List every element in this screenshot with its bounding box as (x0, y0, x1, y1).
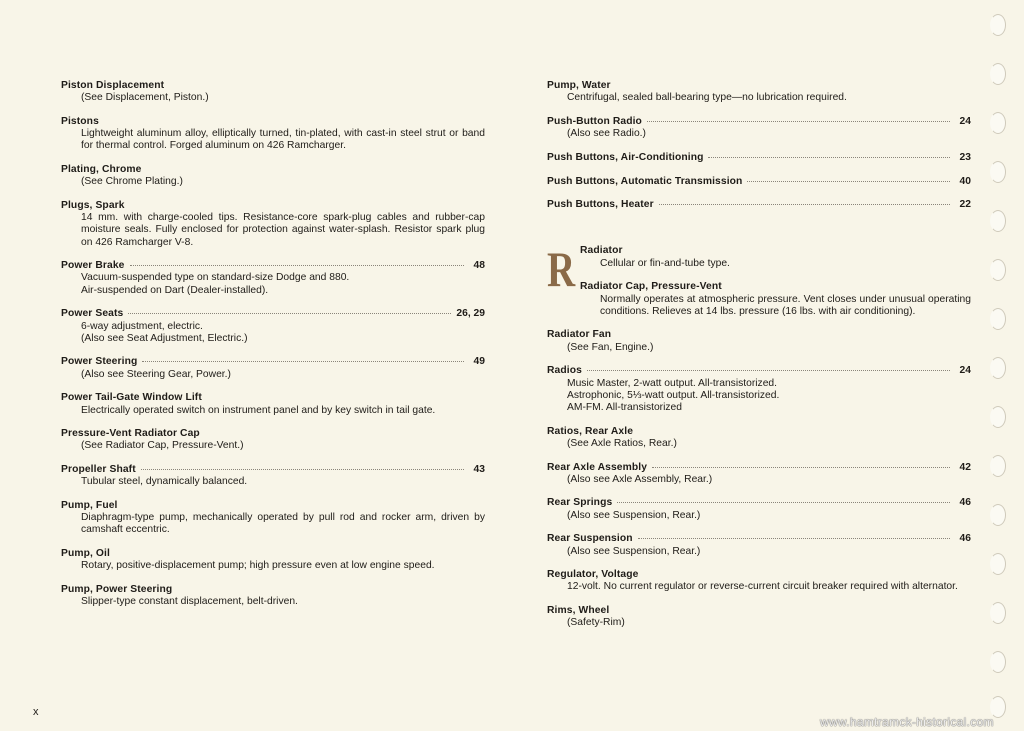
index-entry-heading (547, 176, 971, 188)
index-description (547, 474, 971, 486)
dot-leader (638, 538, 950, 539)
binder-hole (990, 504, 1006, 526)
index-entry-heading (547, 497, 971, 509)
index-entry-heading (61, 500, 485, 512)
index-page-ref: 46 (959, 497, 971, 509)
description-line: Centrifugal, sealed ball-bearing type—no lubrication required. (567, 92, 847, 104)
description-line: 6-way adjustment, electric. (81, 320, 203, 332)
index-term: Push-Button Radio (547, 115, 642, 127)
description-line: Lightweight aluminum alloy, elliptically turned, tin-plated, with cast-in steel strut or band for thermal control. Forged aluminum on 426 Ramcharger. (81, 128, 485, 152)
index-term: Power Seats (61, 308, 124, 320)
index-term: Power Steering (61, 356, 138, 368)
index-column-right (547, 80, 971, 641)
binder-hole (990, 161, 1006, 183)
index-entry-heading (61, 164, 485, 176)
dot-leader (647, 121, 950, 122)
description-line: (See Fan, Engine.) (567, 341, 654, 353)
index-entry-heading (580, 245, 971, 257)
section-r-header (547, 241, 971, 329)
index-entry (61, 200, 485, 249)
index-term: Pump, Water (547, 80, 611, 91)
description-line: (Also see Steering Gear, Power.) (81, 368, 231, 380)
index-description (61, 212, 485, 249)
index-entry-heading (580, 281, 971, 293)
index-page-ref: 40 (959, 175, 971, 187)
index-description (547, 617, 971, 629)
index-entry (61, 116, 485, 153)
index-description (547, 92, 971, 104)
description-line: Slipper-type constant displacement, belt-driven. (81, 596, 298, 608)
description-line: Air-suspended on Dart (Dealer-installed). (81, 284, 269, 296)
index-term: Pump, Power Steering (61, 584, 173, 596)
description-line: Cellular or fin-and-tube type. (600, 257, 730, 269)
index-description (547, 128, 971, 140)
index-description (61, 176, 485, 188)
dot-leader (708, 157, 950, 158)
dot-leader (747, 181, 950, 182)
index-description (547, 342, 971, 354)
section-r-lead-entries (580, 245, 971, 329)
index-entry (61, 308, 485, 345)
description-line: Normally operates at atmospheric pressure. Vent closes under unusual operating conditions. Relieves at 14 lbs. pressure (16 lbs. with air conditioning). (600, 293, 971, 317)
binder-hole (990, 357, 1006, 379)
binder-hole (990, 602, 1006, 624)
index-entry (547, 152, 971, 164)
index-term: Rear Suspension (547, 533, 633, 545)
description-line: Electrically operated switch on instrument panel and by key switch in tail gate. (81, 404, 436, 416)
binder-hole (990, 210, 1006, 232)
index-page-ref: 49 (473, 356, 485, 368)
index-page-ref: 24 (959, 365, 971, 377)
index-term: Pressure-Vent Radiator Cap (61, 428, 200, 440)
index-entry-heading (547, 533, 971, 545)
binder-hole (990, 455, 1006, 477)
index-term: Piston Displacement (61, 80, 165, 91)
index-entry-heading (61, 356, 485, 368)
index-description (61, 596, 485, 608)
index-term: Power Brake (61, 260, 125, 272)
description-line: (Also see Axle Assembly, Rear.) (567, 473, 713, 485)
index-description (547, 438, 971, 450)
index-entry (580, 281, 971, 318)
index-entry (547, 426, 971, 450)
index-description (61, 272, 485, 296)
description-line: Rotary, positive-displacement pump; high pressure even at low engine speed. (81, 560, 435, 572)
index-entry-heading (61, 464, 485, 476)
index-page-ref: 42 (959, 461, 971, 473)
index-description (61, 321, 485, 345)
section-initial-letter: R (547, 241, 576, 298)
description-line: (See Displacement, Piston.) (81, 92, 209, 104)
index-description (61, 476, 485, 488)
binder-hole (990, 259, 1006, 281)
watermark-text: www.hamtramck-historical.com (820, 715, 994, 729)
index-term: Push Buttons, Automatic Transmission (547, 175, 743, 187)
index-term: Radiator Fan (547, 329, 612, 341)
index-description (580, 258, 971, 270)
index-entry-heading (61, 392, 485, 404)
index-entry-heading (61, 116, 485, 128)
index-description (547, 546, 971, 558)
dot-leader (128, 313, 451, 314)
page-number: x (33, 706, 39, 718)
description-line: Music Master, 2-watt output. All-transistorized. (567, 377, 778, 389)
binder-hole (990, 651, 1006, 673)
index-entry-heading (547, 329, 971, 341)
index-entry (61, 80, 485, 104)
binder-hole (990, 14, 1006, 36)
description-line: (See Chrome Plating.) (81, 176, 183, 188)
index-entry-heading (61, 428, 485, 440)
description-line: Vacuum-suspended type on standard-size Dodge and 880. (81, 272, 350, 284)
description-line: (Also see Suspension, Rear.) (567, 509, 701, 521)
index-entry (547, 176, 971, 188)
binder-hole (990, 63, 1006, 85)
index-term: Power Tail-Gate Window Lift (61, 392, 202, 404)
index-entry (547, 116, 971, 140)
index-term: Pistons (61, 115, 99, 127)
index-term: Push Buttons, Heater (547, 199, 654, 211)
binder-hole (990, 696, 1006, 718)
index-entry-heading (547, 365, 971, 377)
index-entry-heading (547, 80, 971, 92)
index-entry (580, 245, 971, 269)
index-entry (61, 392, 485, 416)
description-line: (Also see Radio.) (567, 128, 646, 140)
index-entry-heading (61, 260, 485, 272)
dot-leader (141, 469, 464, 470)
index-term: Ratios, Rear Axle (547, 425, 634, 437)
index-entry (547, 365, 971, 414)
index-entry (547, 533, 971, 557)
binder-hole (990, 112, 1006, 134)
index-entry (61, 164, 485, 188)
index-entry-heading (61, 584, 485, 596)
index-entry (547, 462, 971, 486)
index-entry (61, 464, 485, 488)
description-line: AM-FM. All-transistorized (567, 401, 683, 413)
index-entry (61, 584, 485, 608)
index-entry (61, 548, 485, 572)
binder-hole (990, 308, 1006, 330)
index-description (547, 378, 971, 415)
index-entry (547, 199, 971, 211)
index-description (547, 510, 971, 522)
index-entry (547, 497, 971, 521)
index-entry-heading (547, 605, 971, 617)
index-description (61, 405, 485, 417)
dot-leader (659, 204, 950, 205)
index-term: Rims, Wheel (547, 605, 610, 617)
index-description (547, 581, 971, 593)
index-page-ref: 26, 29 (456, 308, 485, 320)
index-entry-heading (547, 152, 971, 164)
index-group-r (547, 329, 971, 629)
description-line: (Also see Suspension, Rear.) (567, 545, 701, 557)
index-entry-heading (547, 569, 971, 581)
description-line: (Also see Seat Adjustment, Electric.) (81, 332, 248, 344)
dot-leader (130, 265, 465, 266)
index-page-ref: 46 (959, 533, 971, 545)
index-page-ref: 22 (959, 199, 971, 211)
index-page-ref: 24 (959, 115, 971, 127)
index-term: Pump, Fuel (61, 500, 118, 512)
index-entry-heading (547, 116, 971, 128)
description-line: 14 mm. with charge-cooled tips. Resistance-core spark-plug cables and rubber-cap moisture seals. Fully enclosed for protection against water-splash. Resistor spark plug on 426 Ramcharger V-8. (81, 212, 485, 248)
index-entry-heading (61, 548, 485, 560)
binder-hole (990, 553, 1006, 575)
index-entry (61, 428, 485, 452)
index-description (61, 440, 485, 452)
index-description (61, 128, 485, 152)
index-description (61, 560, 485, 572)
description-line: (Safety-Rim) (567, 617, 625, 629)
description-line: (See Axle Ratios, Rear.) (567, 437, 677, 449)
index-entry-heading (547, 426, 971, 438)
dot-leader (142, 361, 464, 362)
index-page-ref: 48 (473, 260, 485, 272)
index-page-ref: 43 (473, 464, 485, 476)
index-term: Radiator (580, 245, 623, 257)
index-entry (61, 260, 485, 297)
index-term: Plugs, Spark (61, 199, 125, 211)
description-line: Tubular steel, dynamically balanced. (81, 476, 248, 488)
dot-leader (652, 467, 950, 468)
index-entry (547, 80, 971, 104)
index-entry (547, 569, 971, 593)
index-description (61, 369, 485, 381)
index-term: Plating, Chrome (61, 164, 142, 176)
index-column-left (61, 80, 485, 620)
index-description (61, 512, 485, 536)
index-entry (61, 356, 485, 380)
index-page-ref: 23 (959, 151, 971, 163)
description-line: 12-volt. No current regulator or reverse-current circuit breaker required with alternator. (567, 581, 958, 593)
description-line: Diaphragm-type pump, mechanically operated by pull rod and rocker arm, driven by camshaft eccentric. (81, 512, 485, 536)
index-entry-heading (61, 80, 485, 92)
index-term: Rear Axle Assembly (547, 461, 648, 473)
index-entry (61, 500, 485, 537)
index-description (61, 92, 485, 104)
index-entry (547, 329, 971, 353)
binder-hole (990, 406, 1006, 428)
index-term: Rear Springs (547, 497, 613, 509)
description-line: (See Radiator Cap, Pressure-Vent.) (81, 440, 244, 452)
index-term: Radios (547, 365, 582, 377)
index-group-p (547, 80, 971, 211)
index-term: Push Buttons, Air-Conditioning (547, 151, 704, 163)
index-entry-heading (547, 199, 971, 211)
index-term: Regulator, Voltage (547, 569, 639, 581)
index-term: Pump, Oil (61, 548, 110, 560)
dot-leader (587, 370, 950, 371)
index-term: Radiator Cap, Pressure-Vent (580, 281, 722, 293)
index-description (580, 294, 971, 318)
index-entry-heading (547, 462, 971, 474)
index-entry (547, 605, 971, 629)
description-line: Astrophonic, 5⅓-watt output. All-transistorized. (567, 389, 780, 401)
dot-leader (617, 502, 950, 503)
index-term: Propeller Shaft (61, 464, 136, 476)
index-entry-heading (61, 308, 485, 320)
index-entry-heading (61, 200, 485, 212)
